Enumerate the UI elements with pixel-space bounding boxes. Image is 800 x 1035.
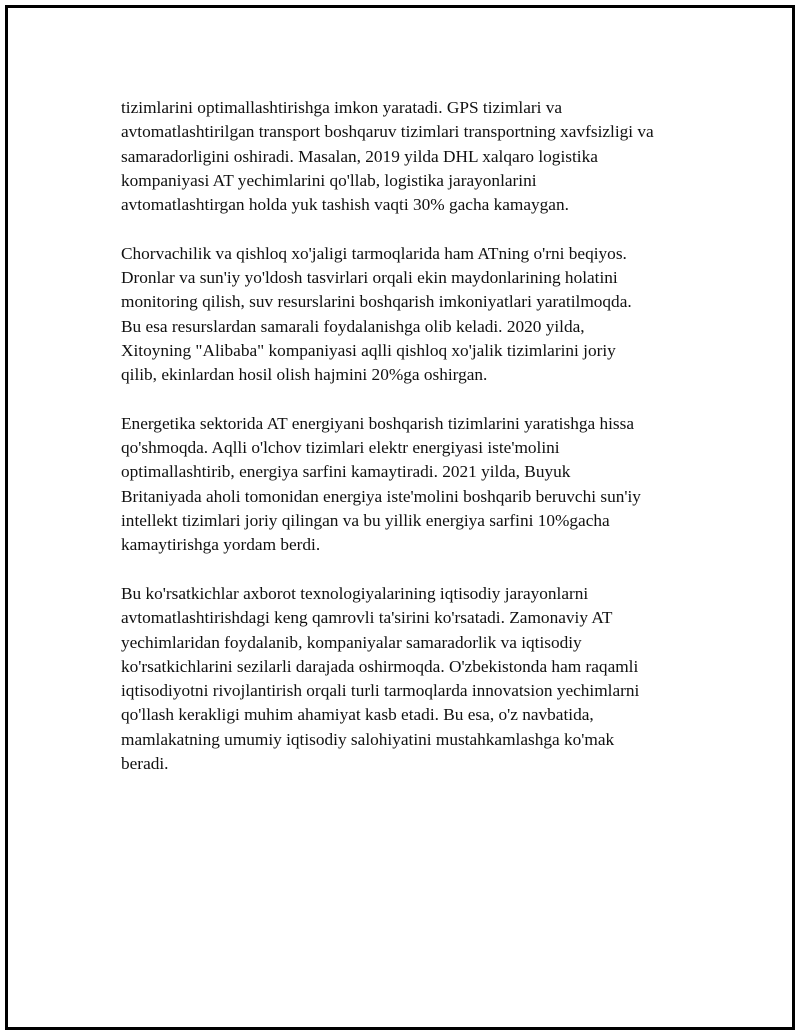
paragraph-agriculture: Chorvachilik va qishloq xo'jaligi tarmoqlarida ham ATning o'rni beqiyos. Dronlar va sun'iy yo'ldosh tasvirlari orqali ekin maydonlarining holatini monitoring qilish, suv resurslarini boshqarish imkoniyatlari yaratilmoqda. Bu esa resurslardan samarali foydalanishga olib keladi. 2020 yilda, Xitoyning "Alibaba" kompaniyasi aqlli qishloq xo'jalik tizimlarini joriy qilib, ekinlardan hosil olish hajmini 20%ga oshirgan. [121, 243, 632, 385]
document-body [121, 96, 711, 776]
paragraph-logistics: tizimlarini optimallashtirishga imkon yaratadi. GPS tizimlari va avtomatlashtirilgan transport boshqaruv tizimlari transportning xavfsizligi va samaradorligini oshiradi. Masalan, 2019 yilda DHL xalqaro logistika kompaniyasi AT yechimlarini qo'llab, logistika jarayonlarini avtomatlashtirgan holda yuk tashish vaqti 30% gacha kamaygan. [121, 98, 654, 215]
paragraph-conclusion: Bu ko'rsatkichlar axborot texnologiyalarining iqtisodiy jarayonlarni avtomatlashtirishdagi keng qamrovli ta'sirini ko'rsatadi. Zamonaviy AT yechimlaridan foydalanib, kompaniyalar samaradorlik va iqtisodiy ko'rsatkichlarini sezilarli darajada oshirmoqda. O'zbekistonda ham raqamli iqtisodiyotni rivojlantirish orqali turli tarmoqlarda innovatsion yechimlarni qo'llash kerakligi muhim ahamiyat kasb etadi. Bu esa, o'z navbatida, mamlakatning umumiy iqtisodiy salohiyatini mustahkamlashga ko'mak beradi. [121, 583, 640, 774]
paragraph-energy: Energetika sektorida AT energiyani boshqarish tizimlarini yaratishga hissa qo'shmoqda. Aqlli o'lchov tizimlari elektr energiyasi iste'molini optimallashtirib, energiya sarfini kamaytiradi. 2021 yilda, Buyuk Britaniyada aholi tomonidan energiya iste'molini boshqarib beruvchi sun'iy intellekt tizimlari joriy qilingan va bu yillik energiya sarfini 10%gacha kamaytirishga yordam berdi. [121, 413, 641, 555]
page-frame [5, 5, 795, 1030]
